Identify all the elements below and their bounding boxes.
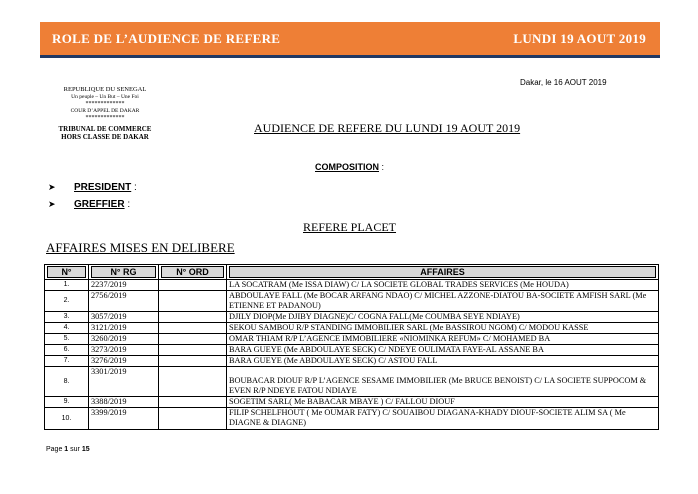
row-ord [159,408,227,430]
greffier-line [48,199,130,210]
table-row [45,356,659,367]
row-ord [159,291,227,312]
row-number: 8. [45,367,89,397]
president-line [48,182,137,193]
row-rg: 2756/2019 [89,291,159,312]
row-number: 9. [45,397,89,408]
separator-stars: ************* [85,101,125,107]
affaires-heading: AFFAIRES MISES EN DELIBERE [46,240,235,255]
president-suffix: : [131,182,137,193]
table-row [45,312,659,323]
section-title: REFERE PLACET [303,220,397,234]
chevron-right-icon: ➤ [48,199,56,209]
table-row [45,323,659,334]
row-number: 5. [45,334,89,345]
composition-line [315,162,384,172]
composition-label: COMPOSITION [315,162,380,172]
row-affaire: LA SOCATRAM (Me ISSA DIAW) C/ LA SOCIETE GLOBAL TRADES SERVICES (Me HOUDA) [227,280,659,291]
column-header-ord: N° ORD [159,265,227,280]
row-affaire: BARA GUEYE (Me ABDOULAYE SECK) C/ NDEYE OULIMATA FAYE-AL ASSANE BA [227,345,659,356]
row-ord [159,356,227,367]
row-rg: 3399/2019 [89,408,159,430]
court-label: COUR D’APPEL DE DAKAR [70,108,140,114]
tribunal-label: TRIBUNAL DE COMMERCE [58,125,152,133]
row-rg: 3121/2019 [89,323,159,334]
row-rg: 3388/2019 [89,397,159,408]
table-row [45,334,659,345]
column-header-number: N° [45,265,89,280]
row-number: 3. [45,312,89,323]
row-affaire: ABDOULAYE FALL (Me BOCAR ARFANG NDAO) C/ MICHEL AZZONE-DIATOU BA-SOCIETE AMFISH SARL (Me ETIENNE ET PADANOU) [227,291,659,312]
table-row [45,345,659,356]
row-number: 7. [45,356,89,367]
footer-prefix: Page [46,446,65,453]
footer-middle: sur [68,446,82,453]
row-rg: 3273/2019 [89,345,159,356]
page-footer [46,446,90,453]
current-page: 1 [64,446,69,453]
composition-suffix: : [379,162,385,172]
row-rg: 3260/2019 [89,334,159,345]
table-row [45,367,659,397]
column-header-rg: N° RG [89,265,159,280]
chevron-right-icon: ➤ [48,182,56,192]
row-rg: 3057/2019 [89,312,159,323]
banner-date: LUNDI 19 AOUT 2019 [513,31,646,46]
national-motto: Un peuple – Un But – Une Foi [71,94,139,100]
greffier-label: GREFFIER [74,199,125,210]
row-affaire: SEKOU SAMBOU R/P STANDING IMMOBILIER SARL (Me BASSIROU NGOM) C/ MODOU KASSE [227,323,659,334]
row-ord [159,367,227,397]
row-affaire: OMAR THIAM R/P L’AGENCE IMMOBILIERE «NIOMINKA REFUM» C/ MOHAMED BA [227,334,659,345]
row-affaire: BARA GUEYE (Me ABDOULAYE SECK) C/ ASTOU FALL [227,356,659,367]
banner-title: ROLE DE L’AUDIENCE DE REFERE [52,31,281,46]
table-row [45,280,659,291]
separator-stars: ************* [85,115,125,121]
row-number: 4. [45,323,89,334]
row-ord [159,323,227,334]
greffier-suffix: : [124,199,131,210]
row-rg: 3276/2019 [89,356,159,367]
row-ord [159,397,227,408]
row-affaire: SOGETIM SARL( Me BABACAR MBAYE ) C/ FALLOU DIOUF [227,397,659,408]
total-pages: 15 [81,446,90,453]
table-row [45,408,659,430]
row-affaire: BOUBACAR DIOUF R/P L’AGENCE SESAME IMMOBILIER (Me BRUCE BENOIST) C/ LA SOCIETE SUPPOCOM & EVEN R/P NDEYE FATOU NDIAYE [227,367,659,397]
institution-block [46,86,164,141]
tribunal-class-label: HORS CLASSE DE DAKAR [61,133,149,141]
column-header-affaires: AFFAIRES [227,265,659,280]
cases-table [44,264,659,430]
hearing-title: AUDIENCE DE REFERE DU LUNDI 19 AOUT 2019 [254,121,521,135]
header-banner [40,22,660,58]
row-ord [159,345,227,356]
row-number: 6. [45,345,89,356]
row-affaire: FILIP SCHELFHOUT ( Me OUMAR FATY) C/ SOUAIBOU DIAGANA-KHADY DIOUF-SOCIETE ALIM SA ( Me DIAGNE & DIAGNE) [227,408,659,430]
row-rg: 2237/2019 [89,280,159,291]
table-header-row [45,265,659,280]
row-rg: 3301/2019 [89,367,159,397]
row-number: 2. [45,291,89,312]
row-affaire: DJILY DIOP(Me DJIBY DIAGNE)C/ COGNA FALL(Me COUMBA SEYE NDIAYE) [227,312,659,323]
document-date: Dakar, le 16 AOUT 2019 [520,78,607,87]
row-ord [159,312,227,323]
row-ord [159,334,227,345]
row-number: 10. [45,408,89,430]
republic-label: REPUBLIQUE DU SENEGAL [63,86,147,93]
row-number: 1. [45,280,89,291]
president-label: PRESIDENT [74,182,132,193]
table-row [45,291,659,312]
table-row [45,397,659,408]
row-ord [159,280,227,291]
